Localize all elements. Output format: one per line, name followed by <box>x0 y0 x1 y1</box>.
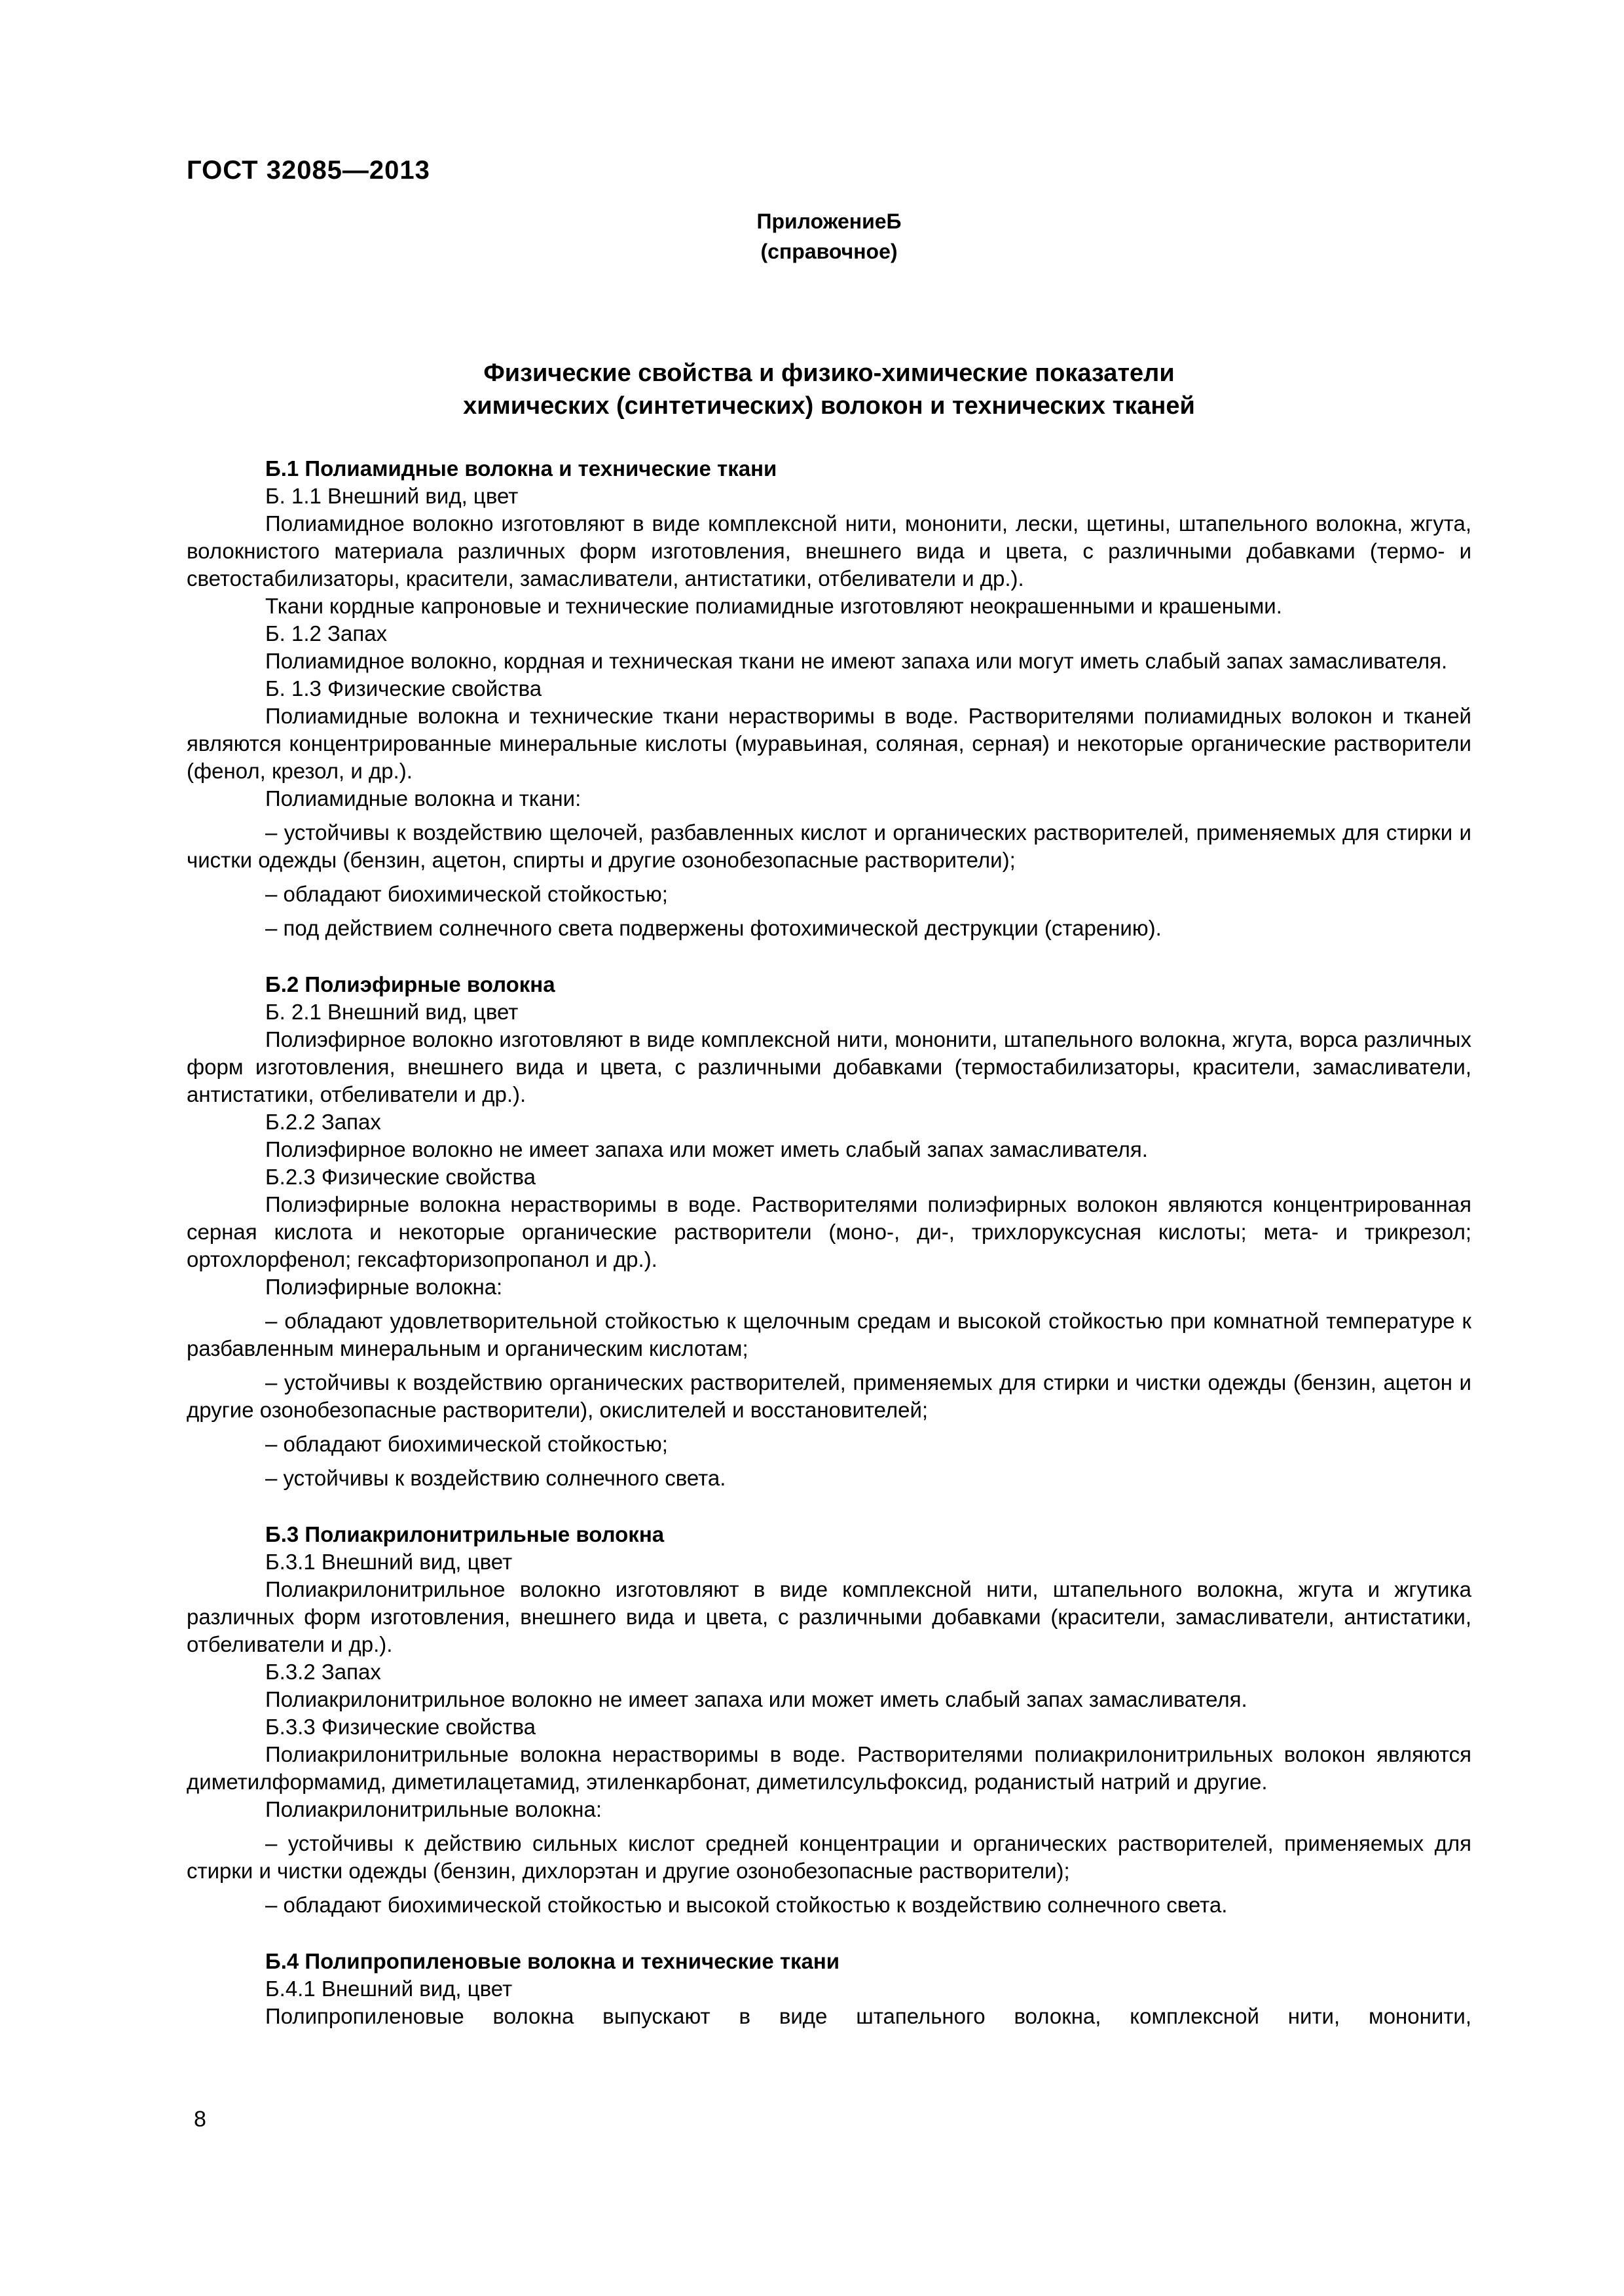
clause-heading: Б.3.2 Запах <box>265 1660 381 1684</box>
document-code-header: ГОСТ 32085—2013 <box>187 156 430 185</box>
paragraph: Полиамидное волокно изготовляют в виде комплексной нити, мононити, лески, щетины, штапельного волокна, жгута, волокнистого материала различных форм изготовления, внешнего вида и цвета, с различными добавками (термо- и светостабилизаторы, красители, замасливатели, антистатики, отбеливатели и др.). <box>187 511 1471 591</box>
list-item: – обладают биохимической стойкостью и высокой стойкостью к воздействию солнечного света. <box>265 1893 1228 1917</box>
list-item: – устойчивы к воздействию солнечного света. <box>265 1466 726 1490</box>
document-title <box>187 357 1471 422</box>
clause-heading: Б.4.1 Внешний вид, цвет <box>265 1977 513 2001</box>
appendix-header <box>187 206 1471 266</box>
page-number: 8 <box>194 2107 206 2132</box>
body-blocks <box>187 455 1471 2030</box>
paragraph: Полипропиленовые волокна выпускают в виде штапельного волокна, комплексной нити, мононити, <box>265 2004 1471 2028</box>
paragraph: Полиэфирные волокна нерастворимы в воде. Растворителями полиэфирных волокон являются концентрированная серная кислота и некоторые органические растворители (моно-, ди-, трихлоруксусная кислоты; мета- и трикрезол; ортохлорфенол; гексафторизопропанол и др.). <box>187 1192 1471 1271</box>
appendix-name: ПриложениеБ <box>756 210 902 233</box>
list-item: – обладают биохимической стойкостью; <box>265 1432 668 1456</box>
clause-heading: Б.3.1 Внешний вид, цвет <box>265 1550 513 1574</box>
paragraph: Полиакрилонитрильные волокна: <box>265 1797 602 1821</box>
paragraph: Полиэфирное волокно не имеет запаха или может иметь слабый запах замасливателя. <box>265 1137 1148 1161</box>
list-item: – устойчивы к воздействию органических растворителей, применяемых для стирки и чистки одежды (бензин, ацетон и другие озонобезопасные растворители), окислителей и восстановителей; <box>187 1370 1471 1422</box>
page-content <box>187 206 1471 2030</box>
list-item: – устойчивы к действию сильных кислот средней концентрации и органических растворителей, применяемых для стирки и чистки одежды (бензин, дихлорэтан и другие озонобезопасные растворители); <box>187 1831 1471 1883</box>
paragraph: Ткани кордные капроновые и технические полиамидные изготовляют неокрашенными и крашеными. <box>265 594 1282 618</box>
list-item: – обладают удовлетворительной стойкостью к щелочным средам и высокой стойкостью при комнатной температуре к разбавленным минеральным и органическим кислотам; <box>187 1309 1471 1360</box>
paragraph: Полиакрилонитрильные волокна нерастворимы в воде. Растворителями полиакрилонитрильных волокон являются диметилформамид, диметилацетамид, этиленкарбонат, диметилсульфоксид, роданистый натрий и другие. <box>187 1742 1471 1794</box>
clause-heading: Б. 2.1 Внешний вид, цвет <box>265 1000 519 1024</box>
section-heading: Б.4 Полипропиленовые волокна и технические ткани <box>265 1949 840 1973</box>
appendix-kind: (справочное) <box>760 240 898 263</box>
section-heading: Б.2 Полиэфирные волокна <box>265 972 555 996</box>
clause-heading: Б.2.3 Физические свойства <box>265 1165 536 1189</box>
paragraph: Полиамидные волокна и технические ткани нерастворимы в воде. Растворителями полиамидных волокон и тканей являются концентрированные минеральные кислоты (муравьиная, соляная, серная) и некоторые органические растворители (фенол, крезол, и др.). <box>187 704 1471 783</box>
paragraph: Полиэфирные волокна: <box>265 1275 503 1299</box>
paragraph: Полиакрилонитрильное волокно не имеет запаха или может иметь слабый запах замасливателя. <box>265 1687 1247 1711</box>
paragraph: Полиамидное волокно, кордная и техническая ткани не имеют запаха или могут иметь слабый запах замасливателя. <box>265 649 1448 673</box>
clause-heading: Б. 1.1 Внешний вид, цвет <box>265 484 519 508</box>
clause-heading: Б. 1.2 Запах <box>265 621 388 646</box>
section-heading: Б.1 Полиамидные волокна и технические ткани <box>265 456 777 481</box>
document-title-line2: химических (синтетических) волокон и технических тканей <box>463 392 1195 420</box>
list-item: – под действием солнечного света подвержены фотохимической деструкции (старению). <box>265 916 1162 940</box>
list-item: – обладают биохимической стойкостью; <box>265 882 668 906</box>
clause-heading: Б. 1.3 Физические свойства <box>265 676 542 701</box>
document-title-line1: Физические свойства и физико-химические показатели <box>483 359 1175 387</box>
clause-heading: Б.3.3 Физические свойства <box>265 1715 536 1739</box>
paragraph: Полиэфирное волокно изготовляют в виде комплексной нити, мононити, штапельного волокна, жгута, ворса различных форм изготовления, внешнего вида и цвета, с различными добавками (термостабилизаторы, красители, замасливатели, антистатики, отбеливатели и др.). <box>187 1027 1471 1106</box>
list-item: – устойчивы к воздействию щелочей, разбавленных кислот и органических растворителей, применяемых для стирки и чистки одежды (бензин, ацетон, спирты и другие озонобезопасные растворители); <box>187 820 1471 872</box>
section-heading: Б.3 Полиакрилонитрильные волокна <box>265 1522 665 1546</box>
paragraph: Полиамидные волокна и ткани: <box>265 786 581 811</box>
clause-heading: Б.2.2 Запах <box>265 1110 381 1134</box>
paragraph: Полиакрилонитрильное волокно изготовляют в виде комплексной нити, штапельного волокна, жгута и жгутика различных форм изготовления, внешнего вида и цвета, с различными добавками (красители, замасливатели, антистатики, отбеливатели и др.). <box>187 1577 1471 1656</box>
